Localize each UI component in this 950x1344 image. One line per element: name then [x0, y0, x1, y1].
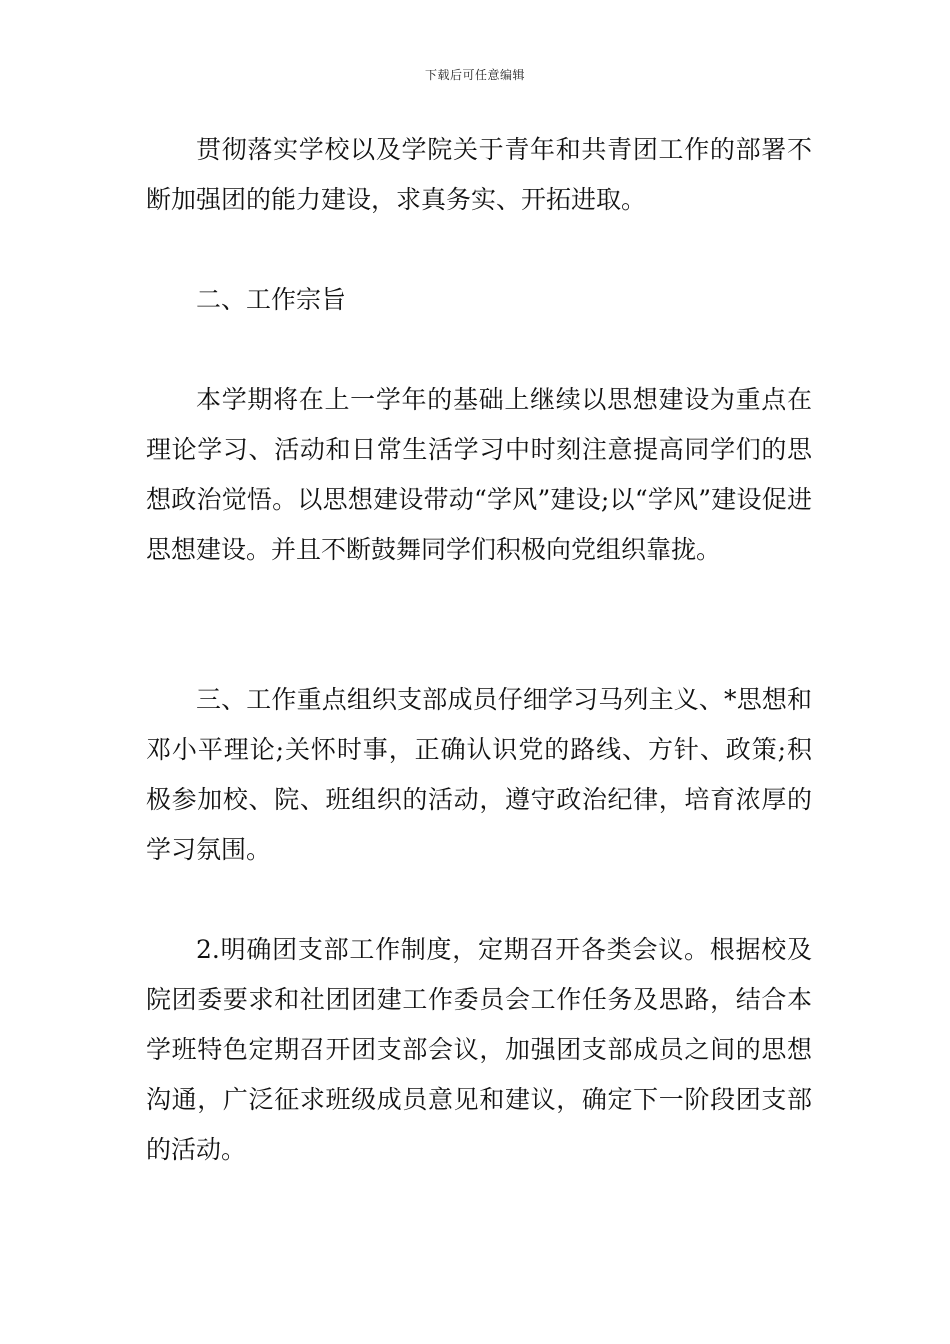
paragraph-intro-block: [146, 125, 812, 225]
paragraph-system-block: [146, 925, 812, 1175]
section-heading-block: [146, 275, 812, 325]
paragraph-focus: 三、工作重点组织支部成员仔细学习马列主义、*思想和邓小平理论;关怀时事，正确认识党的路线、方针、政策;积极参加校、院、班组织的活动，遵守政治纪律，培育浓厚的学习氛围。: [146, 685, 812, 864]
paragraph-purpose: 本学期将在上一学年的基础上继续以思想建设为重点在理论学习、活动和日常生活学习中时刻注意提高同学们的思想政治觉悟。以思想建设带动“学风”建设;以“学风”建设促进思想建设。并且不断鼓舞同学们积极向党组织靠拢。: [146, 385, 812, 564]
paragraph-focus-block: [146, 675, 812, 875]
paragraph-system: 2.明确团支部工作制度，定期召开各类会议。根据校及院团委要求和社团团建工作委员会工作任务及思路，结合本学班特色定期召开团支部会议，加强团支部成员之间的思想沟通，广泛征求班级成员意见和建议，确定下一阶段团支部的活动。: [146, 935, 812, 1164]
paragraph-purpose-block: [146, 375, 812, 575]
header-note: 下载后可任意编辑: [424, 68, 525, 82]
paragraph-intro: 贯彻落实学校以及学院关于青年和共青团工作的部署不断加强团的能力建设，求真务实、开拓进取。: [146, 135, 812, 214]
section-heading-purpose: 二、工作宗旨: [196, 285, 347, 314]
